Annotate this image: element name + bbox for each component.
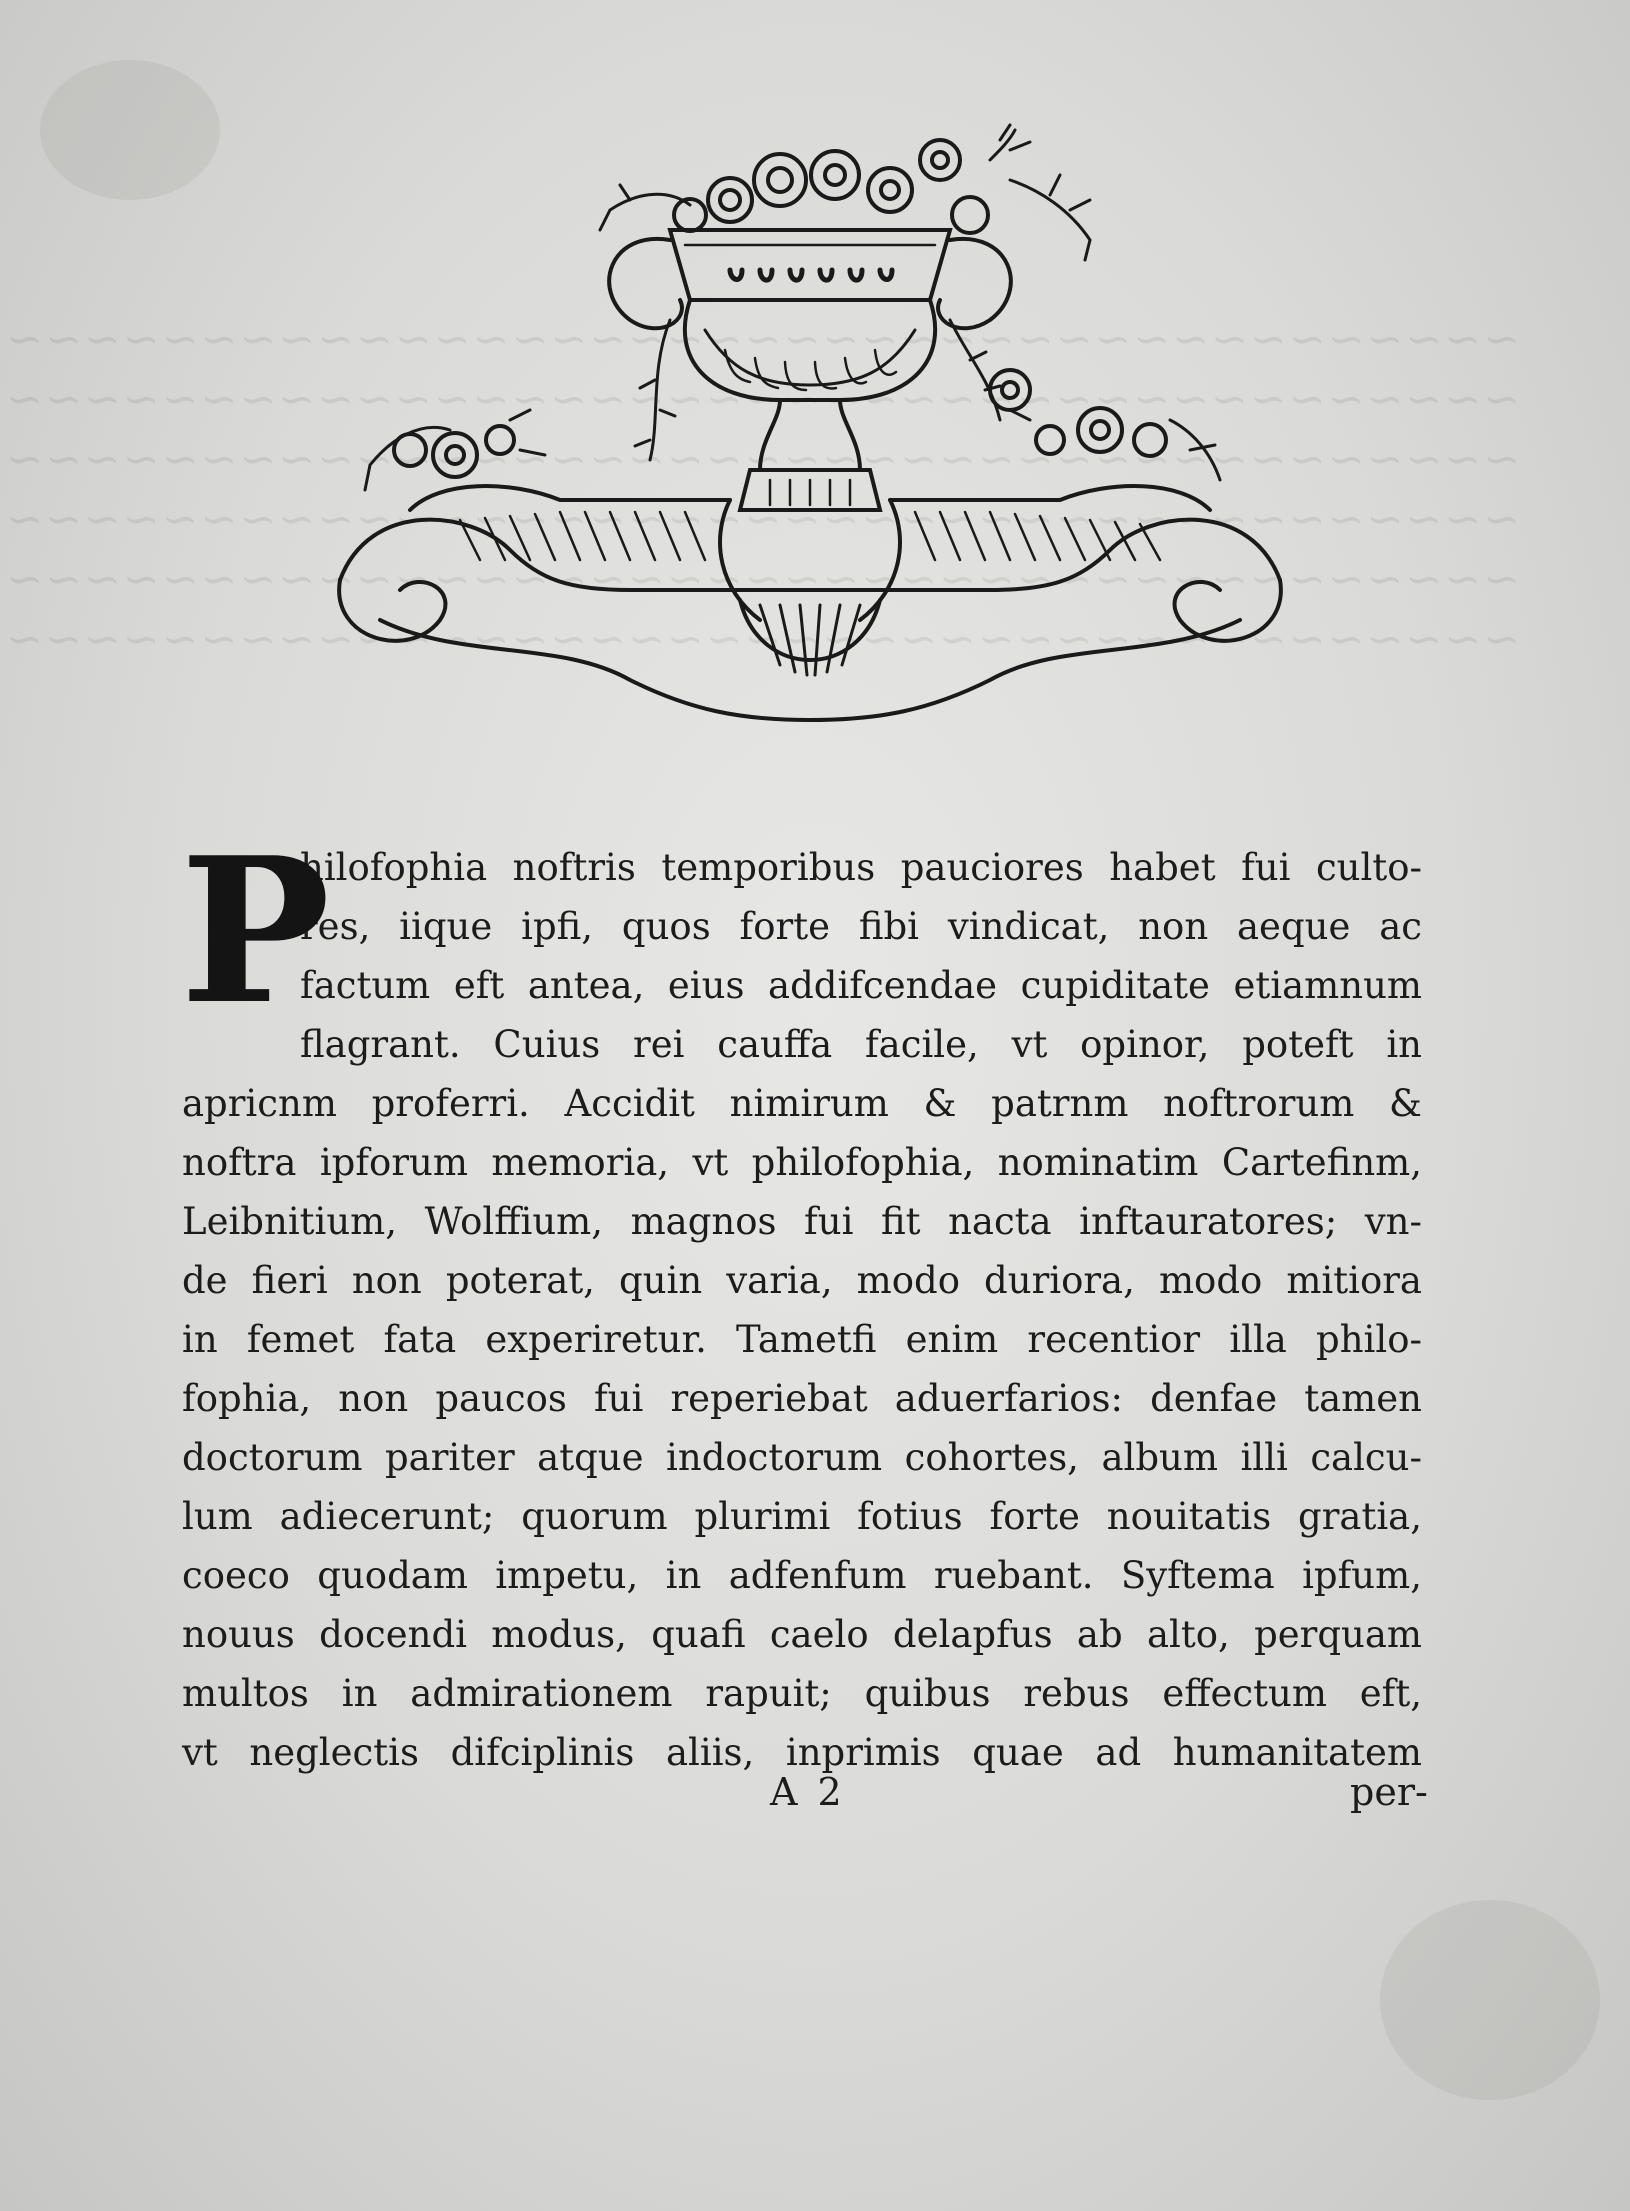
text-line: nouus docendi modus, quafi caelo delapfus ab alto, perquam	[182, 1613, 1422, 1656]
text-line: flagrant. Cuius rei cauffa facile, vt opinor, poteft in	[300, 1023, 1422, 1066]
text-line: Leibnitium, Wolffium, magnos fui fit nacta inftauratores; vn-	[182, 1200, 1422, 1243]
body-text	[180, 814, 1422, 1782]
text-line: in femet fata experiretur. Tametfi enim recentior illa philo-	[182, 1318, 1422, 1361]
catchword: per-	[1350, 1770, 1428, 1814]
show-through-text: ~~~~~~~~~~~~~~~~~~~~~~~~~~~~~~~~~~~~~~~ ~~~~~~~~~~~~~~~~~~~~~~~~~~~~~~~~~~~~~~~ ~~~~~~~~~~~~~~~~~~~~~~~~~~~~~~~~~~~~~~~ ~~~~~~~~~~~~~~~~~~~~~~~~~~~~~~~~~~~~~~~ ~~~~~~~~~~~~~~~~~~~~~~~~~~~~~~~~~~~~~~~ ~~~~~~~~~~~~~~~~~~~~~~~~~~~~~~~~~~~~~~~	[4, 314, 1520, 665]
text-line: fophia, non paucos fui reperiebat aduerfarios: denfae tamen	[182, 1377, 1422, 1420]
text-line: res, iique ipfi, quos forte fibi vindicat, non aeque ac	[300, 905, 1422, 948]
text-line: coeco quodam impetu, in adfenfum ruebant. Syftema ipfum,	[182, 1554, 1422, 1597]
text-line: factum eft antea, eius addifcendae cupiditate etiamnum	[300, 964, 1422, 1007]
signature-mark: A 2	[770, 1770, 846, 1814]
drop-cap: P	[180, 814, 331, 1049]
text-line: noftra ipforum memoria, vt philofophia, nominatim Cartefinm,	[182, 1141, 1422, 1184]
text-line: hilofophia noftris temporibus pauciores habet fui culto-	[300, 846, 1422, 889]
text-line: de fieri non poterat, quin varia, modo duriora, modo mitiora	[182, 1259, 1422, 1302]
text-line: apricnm proferri. Accidit nimirum & patrnm noftrorum &	[182, 1082, 1422, 1125]
urn-flower-vignette-icon	[310, 120, 1310, 740]
paper-stain	[40, 60, 220, 200]
text-line: vt neglectis difciplinis aliis, inprimis quae ad humanitatem	[182, 1731, 1422, 1774]
paper-stain	[1380, 1900, 1600, 2100]
text-line: lum adiecerunt; quorum plurimi fotius forte nouitatis gratia,	[182, 1495, 1422, 1538]
text-line: multos in admirationem rapuit; quibus rebus effectum eft,	[182, 1672, 1422, 1715]
text-line: doctorum pariter atque indoctorum cohortes, album illi calcu-	[182, 1436, 1422, 1479]
